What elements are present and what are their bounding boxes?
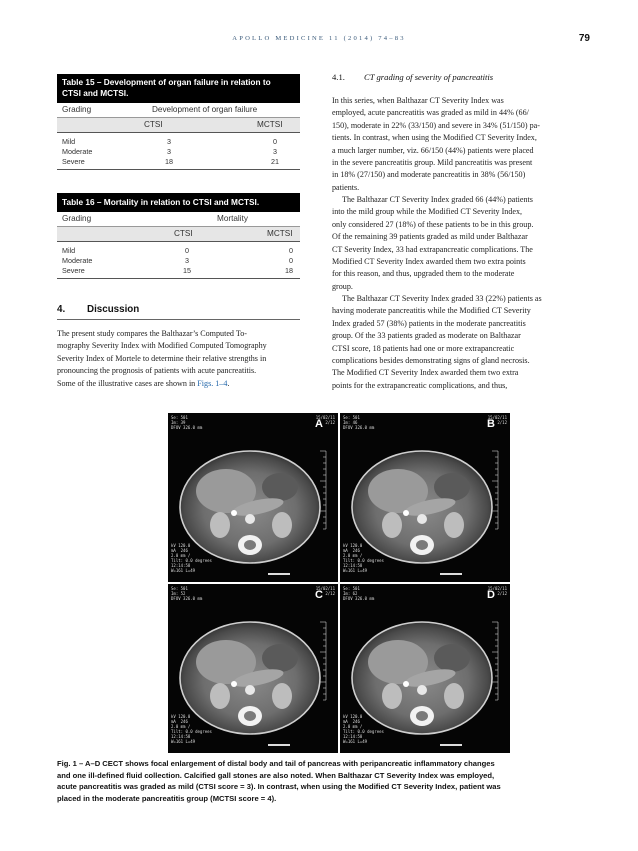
table-row: Mild 0 0 — [62, 246, 293, 255]
scan-meta-top-left: Se: 501 Im: 52 DFOV 326.0 mm — [171, 586, 203, 601]
journal-title: APOLLO MEDICINE 11 (2014) 74–83 — [232, 35, 406, 42]
panel-letter: B — [487, 418, 495, 430]
table-15 — [57, 74, 300, 170]
table-row: Moderate 3 3 — [62, 147, 277, 156]
table-15-subheader — [57, 117, 300, 133]
ct-panel-b — [340, 413, 510, 582]
col-ctsi: CTSI — [174, 229, 193, 238]
panel-letter: D — [487, 589, 495, 601]
table-16-caption: Table 16 – Mortality in relation to CTSI and MCTSI. — [57, 193, 300, 212]
ct-panel-d — [340, 584, 510, 753]
scan-meta-top-left: Se: 501 Im: 39 DFOV 326.0 mm — [171, 415, 203, 430]
ct-figure — [168, 413, 510, 753]
table-15-header — [57, 103, 300, 117]
paragraph-1: In this series, when Balthazar CT Severity Index was employed, acute pancreatitis was graded as mild in 44% (66/ 150), moderate in 22% (33/150) and severe in 34% (51/150) pa- tients. In contrast, when using the Modified CT Severity Index, a much larger number, viz. 66/150 (44%) patients were placed in the severe pancreatitis group. Mild pancreatitis was present in 18% (27/150) and moderate pancreatitis in 38% (56/150) patients. — [332, 96, 540, 192]
figure-link[interactable]: Figs. 1–4 — [197, 378, 228, 388]
scan-meta-top-left: Se: 501 Im: 62 DFOV 326.0 mm — [343, 586, 375, 601]
scan-meta-top-right: 15/02/11 2/12 — [315, 586, 335, 596]
section-rule — [57, 319, 300, 320]
col-mctsi: MCTSI — [257, 120, 283, 129]
table-row: Moderate 3 0 — [62, 256, 293, 265]
page-number: 79 — [578, 33, 590, 44]
col-mctsi: MCTSI — [267, 229, 293, 238]
scan-meta-top-right: 15/02/11 2/12 — [315, 415, 335, 425]
col-grading: Grading — [62, 214, 92, 223]
scan-meta-bottom-left: kV 120.0 mA 246 2.0 mm / Tilt: 0.0 degrees 12:14:58 W=161 L=49 — [343, 543, 384, 573]
scan-meta-top-right: 15/02/11 2/12 — [487, 415, 507, 425]
panel-letter: C — [315, 589, 323, 601]
panel-letter: A — [315, 418, 323, 430]
ct-panel-a — [168, 413, 338, 582]
col-group: Mortality — [217, 214, 248, 223]
table-15-caption: Table 15 – Development of organ failure in relation to CTSI and MCTSI. — [57, 74, 300, 103]
ct-panel-c — [168, 584, 338, 753]
col-ctsi: CTSI — [144, 120, 163, 129]
discussion-paragraph: The present study compares the Balthazar’s Computed To- mography Severity Index with Modified Computed Tomography Severity Index of Mortele to determine their relative strengths in pronouncing the prognosis of patients with acute pancreatitis. Some of the illustrative cases are shown in Figs. 1–4. — [57, 329, 267, 388]
table-row: Severe 15 18 — [62, 266, 293, 275]
table-row: Severe 18 21 — [62, 157, 279, 166]
table-16-subheader — [57, 226, 300, 242]
table-16-header — [57, 212, 300, 226]
figure-caption: Fig. 1 – A–D CECT shows focal enlargement of distal body and tail of pancreas with peripancreatic inflammatory changes and one ill-defined fluid collection. Calcified gall stones are also noted. When Balthazar CT Severity Index was employed, acute pancreatitis was graded as mild (CTSI score = 3). In contrast, when using the Modified CT Severity Index, patient was placed in the moderate pancreatitis group (MCTSI score = 4). — [57, 759, 501, 803]
col-group: Development of organ failure — [152, 105, 258, 114]
paragraph-2: The Balthazar CT Severity Index graded 66 (44%) patients into the mild group while the Modified CT Severity Index, only considered 27 (18%) of these patients to be in this group. Of the remaining 39 patients graded as mild under Balthazar CT Severity Index, 33 had extrapancreatic complications. The Modified CT Severity Index awarded them two extra points for this reason, and thus, upgraded them to the moderate group. — [332, 195, 534, 291]
scan-meta-bottom-left: kV 120.0 mA 246 2.0 mm / Tilt: 0.0 degrees 12:14:58 W=161 L=49 — [343, 714, 384, 744]
table-16 — [57, 193, 300, 279]
scan-meta-top-left: Se: 501 Im: 46 DFOV 326.0 mm — [343, 415, 375, 430]
running-header — [0, 33, 638, 47]
col-grading: Grading — [62, 105, 92, 114]
table-row: Mild 3 0 — [62, 137, 277, 146]
scan-meta-top-right: 15/02/11 2/12 — [487, 586, 507, 596]
paragraph-3: The Balthazar CT Severity Index graded 33 (22%) patients as having moderate pancreatitis while the Modified CT Severity Index graded 57 (38%) patients in the moderate pancreatitis group. Of the 33 patients graded as moderate on Balthazar CTSI score, 18 patients had one or more extrapancreatic complications besides demonstrating signs of gland necrosis. The Modified CT Severity Index awarded them two extra points for the extrapancreatic complications, and thus, — [332, 294, 542, 390]
scan-meta-bottom-left: kV 120.0 mA 246 2.0 mm / Tilt: 0.0 degrees 12:14:58 W=161 L=49 — [171, 714, 212, 744]
scan-meta-bottom-left: kV 120.0 mA 246 2.0 mm / Tilt: 0.0 degrees 12:14:58 W=161 L=49 — [171, 543, 212, 573]
